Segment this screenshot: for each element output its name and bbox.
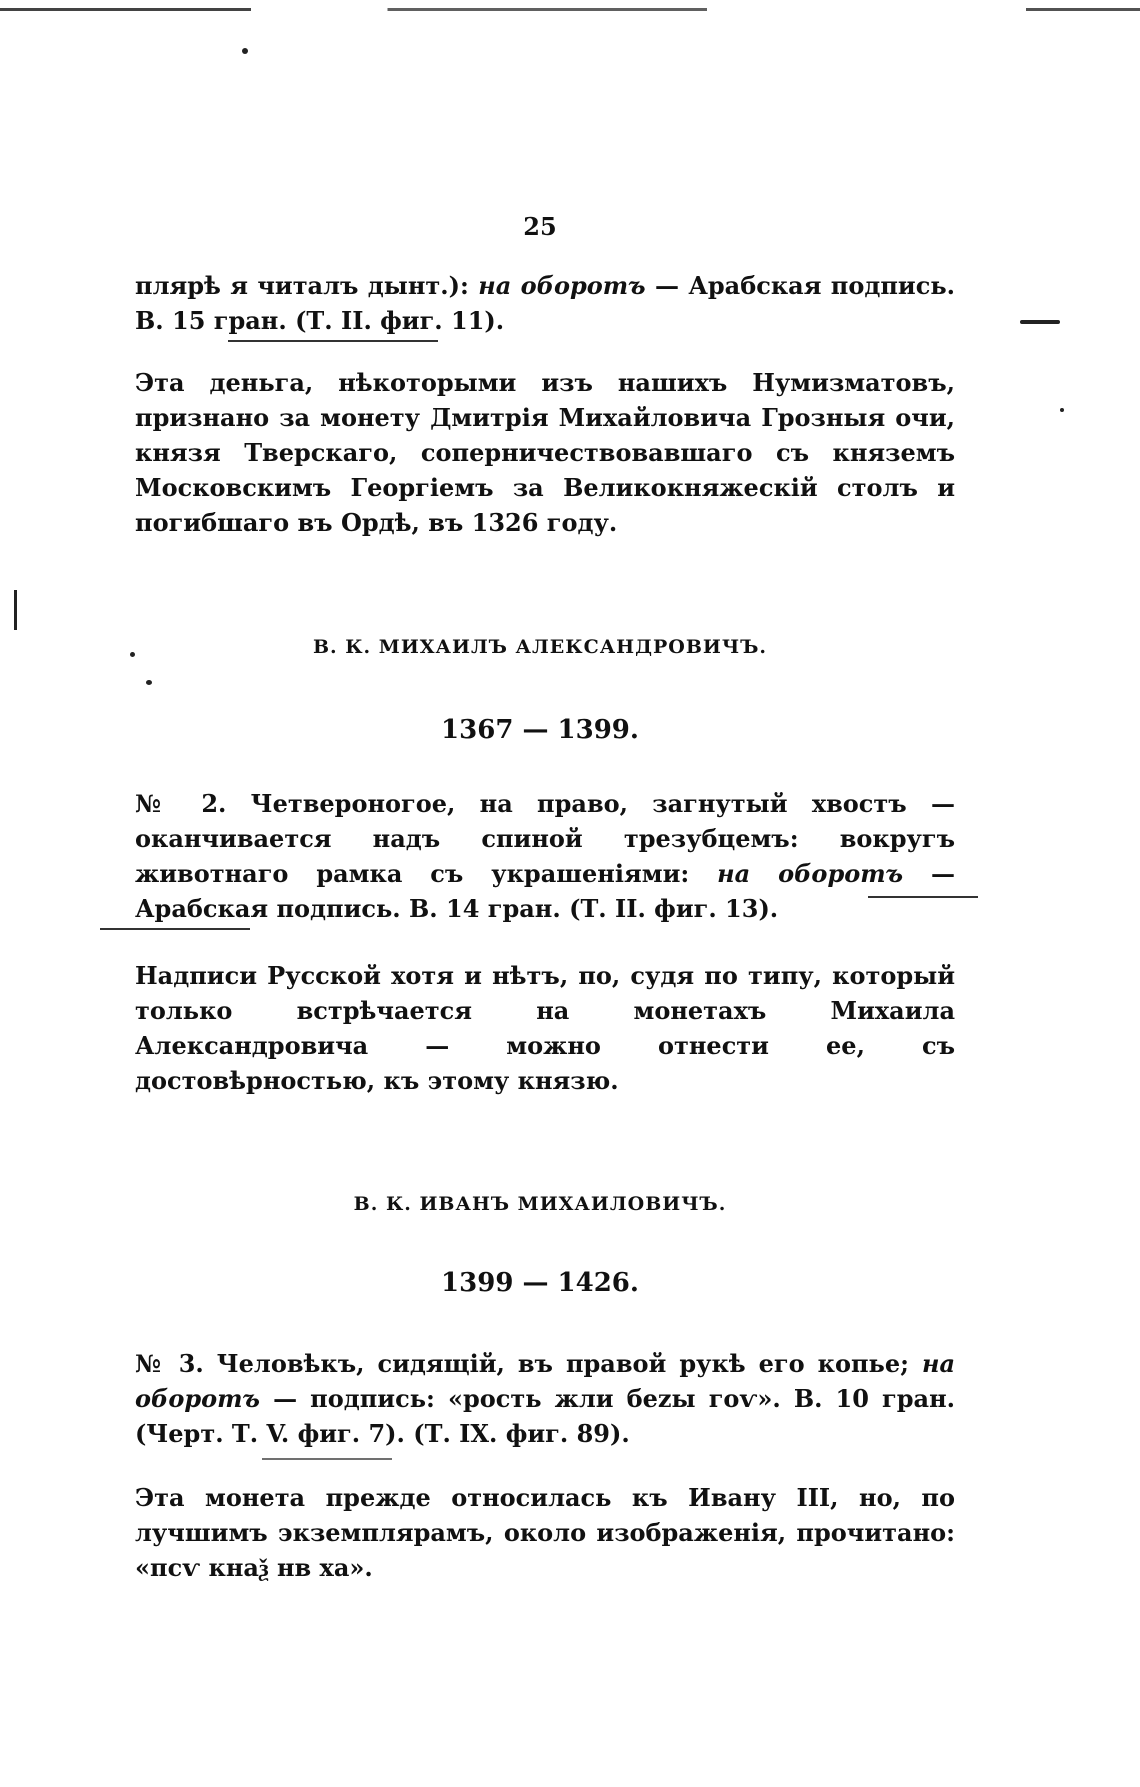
paragraph-attribution <box>135 365 955 540</box>
section-heading: В. К. ИВАНЪ МИХАИЛОВИЧЪ. <box>353 1193 727 1215</box>
paragraph-text: — подпись: «рость жли беzы гоѵ». В. 10 гран. (Черт. Т. V. фиг. 7). (Т. IX. фиг. 89). <box>135 1384 955 1448</box>
reign-dates: 1367 — 1399. <box>441 715 639 745</box>
scan-edge-mark <box>14 590 17 630</box>
pencil-underline <box>228 340 438 342</box>
coin-entry <box>135 1346 955 1451</box>
pencil-underline <box>868 896 978 898</box>
paragraph-text: Эта монета прежде относилась къ Ивану III, но, по лучшимъ экземплярамъ, около изображенія, прочитано: «псѵ кнаѯ нв ха». <box>135 1483 955 1582</box>
italic-phrase: на оборотъ <box>135 1349 955 1413</box>
reign-dates: 1399 — 1426. <box>441 1268 639 1298</box>
scan-speck <box>146 680 152 685</box>
pencil-underline <box>262 1458 392 1460</box>
paragraph-text: — Арабская подпись. В. 14 гран. (Т. II. фиг. 13). <box>135 859 955 923</box>
section-heading: В. К. МИХАИЛЪ АЛЕКСАНДРОВИЧЪ. <box>312 636 767 658</box>
scan-speck <box>1020 320 1060 324</box>
paragraph-text: № 3. Человѣкъ, сидящій, въ правой рукѣ его копье; <box>135 1349 922 1378</box>
paragraph-text: № 2. Четвероногое, на право, загнутый хвостъ — оканчивается надъ спиной трезубцемъ: вокругъ животнаго рамка съ украшеніями: <box>135 789 955 888</box>
paragraph-text: Эта деньга, нѣкоторыми изъ нашихъ Нумизматовъ, признано за монету Дмитрія Михайловича Грозныя очи, князя Тверскаго, соперничествовавшаго съ княземъ Московскимъ Георгіемъ за Великокняжескій столъ и погибшаго въ Ордѣ, въ 1326 году. <box>135 368 955 537</box>
page-number: 25 <box>523 212 557 241</box>
scan-speck <box>242 48 248 54</box>
paragraph-attribution <box>135 958 955 1098</box>
coin-entry <box>135 786 955 926</box>
italic-phrase: на оборотъ <box>478 271 646 300</box>
paragraph-text: плярѣ я читалъ дынт.): <box>135 271 479 300</box>
paragraph-continuation <box>135 268 955 338</box>
paragraph-text: Надписи Русской хотя и нѣтъ, по, судя по типу, который только встрѣчается на монетахъ Михаила Александровича — можно отнести ее, съ достовѣрностью, къ этому князю. <box>135 961 955 1095</box>
paragraph-attribution <box>135 1480 955 1585</box>
pencil-underline <box>100 928 250 930</box>
scan-speck <box>1060 408 1064 412</box>
italic-phrase: на оборотъ <box>717 859 904 888</box>
paragraph-text: — Арабская подпись. В. 15 гран. (Т. II. фиг. 11). <box>135 271 955 335</box>
scan-edge-line <box>0 8 1140 11</box>
